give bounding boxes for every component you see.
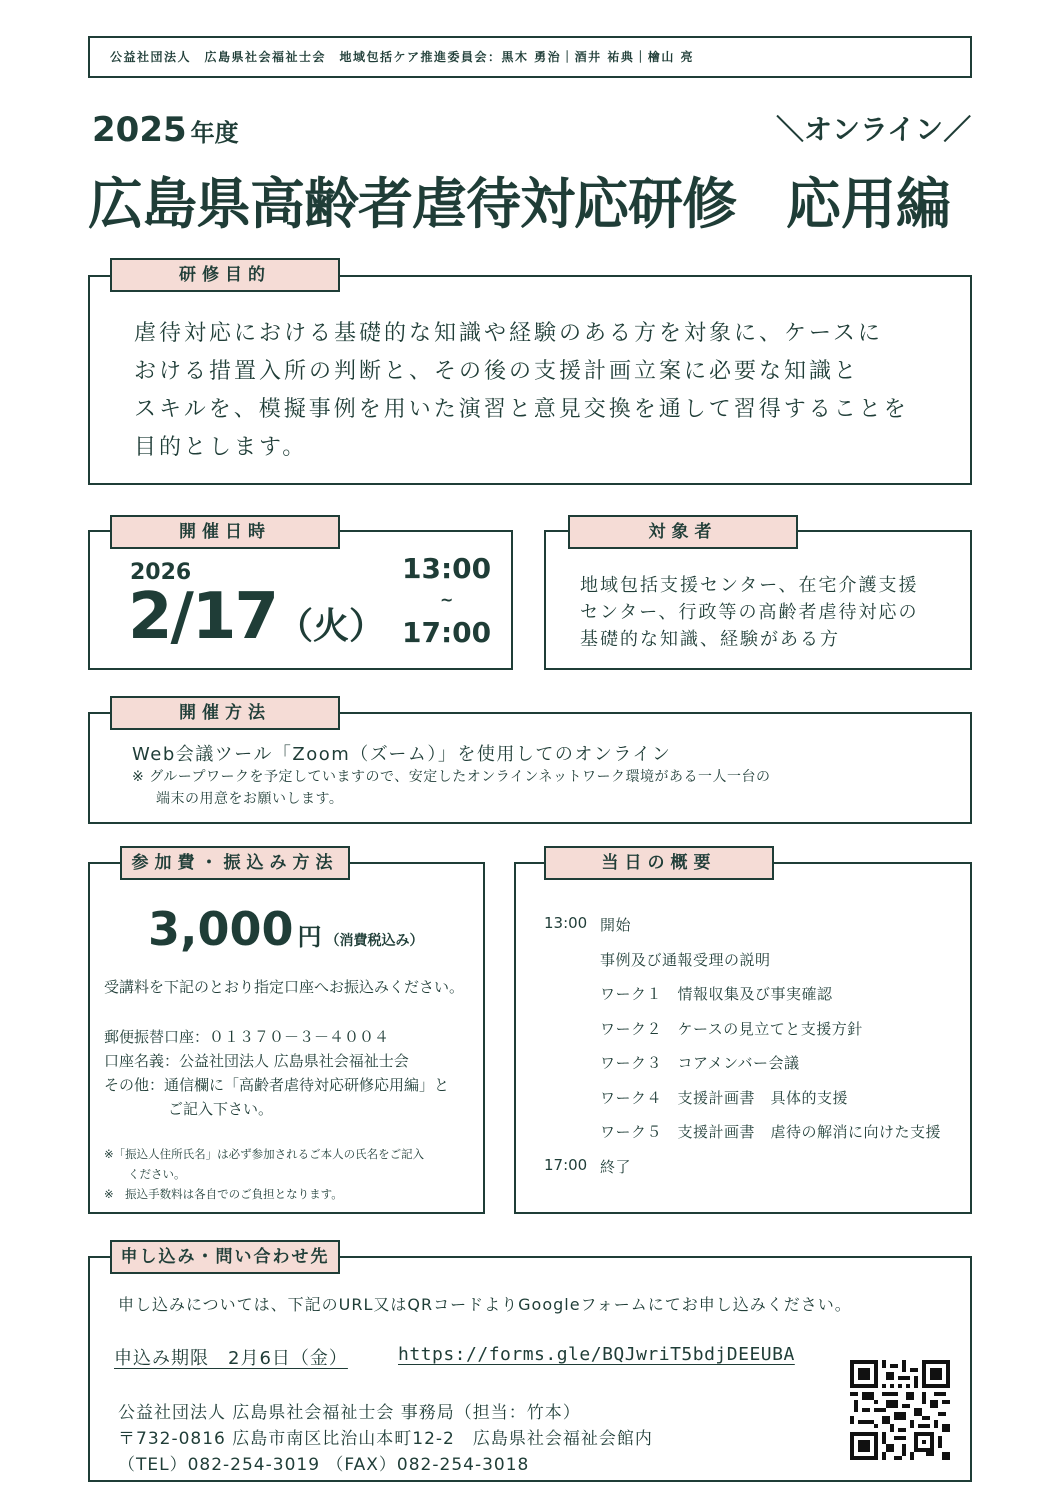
fee-name-value: 公益社団法人 広島県社会福祉士会 xyxy=(179,1052,409,1070)
fee-other-cont: ご記入下さい。 xyxy=(168,1100,274,1118)
fee-amount-row xyxy=(148,902,424,956)
fee-name-label: 口座名義： xyxy=(104,1052,180,1070)
fee-note: ※「振込人住所氏名」は必ず参加されるご本人の氏名をご記入 xyxy=(104,1147,425,1161)
fee-other xyxy=(104,1074,449,1095)
fee-other-value: 通信欄に「高齢者虐待対応研修応用編」と xyxy=(164,1076,450,1094)
title-year-number: 2025 xyxy=(92,110,187,150)
schedule-item: ワーク１ 情報収集及び事実確認 xyxy=(600,985,833,1003)
fee-note: ※ 振込手数料は各自でのご負担となります。 xyxy=(104,1187,343,1201)
slash-left-icon: ＼ xyxy=(776,113,805,146)
fee-account xyxy=(104,1026,389,1047)
contact-box xyxy=(88,1256,972,1482)
date-year: 2026 xyxy=(130,560,192,585)
datetime-box xyxy=(88,530,513,670)
fee-tag: 参加費・振込み方法 xyxy=(120,846,350,880)
method-note: 端末の用意をお願いします。 xyxy=(156,791,344,807)
title-year xyxy=(92,110,239,150)
online-badge xyxy=(776,108,971,148)
date-main xyxy=(128,580,385,654)
schedule-item: 終了 xyxy=(600,1157,632,1176)
contact-org: 公益社団法人 広島県社会福祉士会 事務局（担当：竹本） xyxy=(118,1403,581,1423)
slash-right-icon: ／ xyxy=(943,113,972,146)
target-box xyxy=(544,530,972,670)
fee-name xyxy=(104,1050,409,1071)
purpose-line: 虐待対応における基礎的な知識や経験のある方を対象に、ケースに xyxy=(134,321,883,346)
contact-tag: 申し込み・問い合わせ先 xyxy=(110,1240,340,1274)
date-weekday: （火） xyxy=(276,606,385,647)
method-note: ※ グループワークを予定していますので、安定したオンラインネットワーク環境がある一人一台の xyxy=(132,769,771,785)
contact-deadline: 申込み期限 2月6日（金） xyxy=(114,1348,348,1369)
fee-instruction: 受講料を下記のとおり指定口座へお振込みください。 xyxy=(104,978,465,996)
schedule-item: 開始 xyxy=(600,916,632,934)
contact-address: 〒732-0816 広島市南区比治山本町12-2 広島県社会福祉会館内 xyxy=(118,1429,653,1449)
purpose-text xyxy=(134,315,909,467)
purpose-box xyxy=(88,275,972,485)
target-text xyxy=(580,572,919,653)
schedule-item: 事例及び通報受理の説明 xyxy=(600,950,771,969)
time-start: 13:00 xyxy=(402,552,492,585)
target-line: 基礎的な知識、経験がある方 xyxy=(580,629,840,650)
edition-title: 応用編 xyxy=(786,172,952,236)
fee-note: ください。 xyxy=(128,1167,186,1181)
fee-box xyxy=(88,862,485,1214)
fee-account-value: ０１３７０－３－４００４ xyxy=(209,1028,390,1046)
qr-code-icon[interactable] xyxy=(850,1360,950,1460)
schedule-item: ワーク５ 支援計画書 虐待の解消に向けた支援 xyxy=(600,1123,942,1141)
method-tag: 開催方法 xyxy=(110,696,340,730)
date-day: 2/17 xyxy=(128,580,277,654)
contact-phone: （TEL）082-254-3019 （FAX）082-254-3018 xyxy=(118,1455,530,1475)
datetime-tag: 開催日時 xyxy=(110,515,340,549)
purpose-line: スキルを、模擬事例を用いた演習と意見交換を通して習得することを xyxy=(134,397,909,422)
header-band xyxy=(88,36,972,78)
fee-other-label: その他： xyxy=(104,1076,165,1094)
schedule-tag: 当日の概要 xyxy=(544,846,774,880)
schedule-time: 13:00 xyxy=(544,914,588,932)
time-end: 17:00 xyxy=(402,616,492,649)
title-year-suffix: 年度 xyxy=(190,119,239,147)
header-band-text: 公益社団法人 広島県社会福祉士会 地域包括ケア推進委員会：黒木 勇治｜酒井 祐典｜檜山 亮 xyxy=(110,50,695,64)
online-label: オンライン xyxy=(804,113,944,146)
target-tag: 対象者 xyxy=(568,515,798,549)
fee-amount: 3,000 xyxy=(148,902,294,956)
schedule-box xyxy=(514,862,972,1214)
contact-url-link[interactable]: https://forms.gle/BQJwriT5bdjDEEUBA xyxy=(398,1344,795,1365)
purpose-line: 目的とします。 xyxy=(134,435,308,460)
fee-tax: （消費税込み） xyxy=(325,933,424,949)
schedule-item: ワーク３ コアメンバー会議 xyxy=(600,1054,800,1072)
fee-account-label: 郵便振替口座： xyxy=(104,1028,210,1046)
target-line: センター、行政等の高齢者虐待対応の xyxy=(580,602,919,623)
purpose-line: おける措置入所の判断と、その後の支援計画立案に必要な知識と xyxy=(134,359,860,384)
fee-unit: 円 xyxy=(297,923,322,951)
purpose-tag: 研修目的 xyxy=(110,258,340,292)
schedule-time: 17:00 xyxy=(544,1155,588,1174)
schedule-item: ワーク２ ケースの見立てと支援方針 xyxy=(600,1019,863,1038)
contact-intro: 申し込みについては、下記のURL又はQRコードよりGoogleフォームにてお申し込みください。 xyxy=(118,1295,852,1314)
schedule-item: ワーク４ 支援計画書 具体的支援 xyxy=(600,1088,849,1107)
page-title: 広島県高齢者虐待対応研修 xyxy=(88,172,737,236)
time-tilde: ~ xyxy=(440,590,454,609)
target-line: 地域包括支援センター、在宅介護支援 xyxy=(580,575,919,596)
method-line: Web会議ツール「Zoom（ズーム）」を使用してのオンライン xyxy=(132,744,672,765)
